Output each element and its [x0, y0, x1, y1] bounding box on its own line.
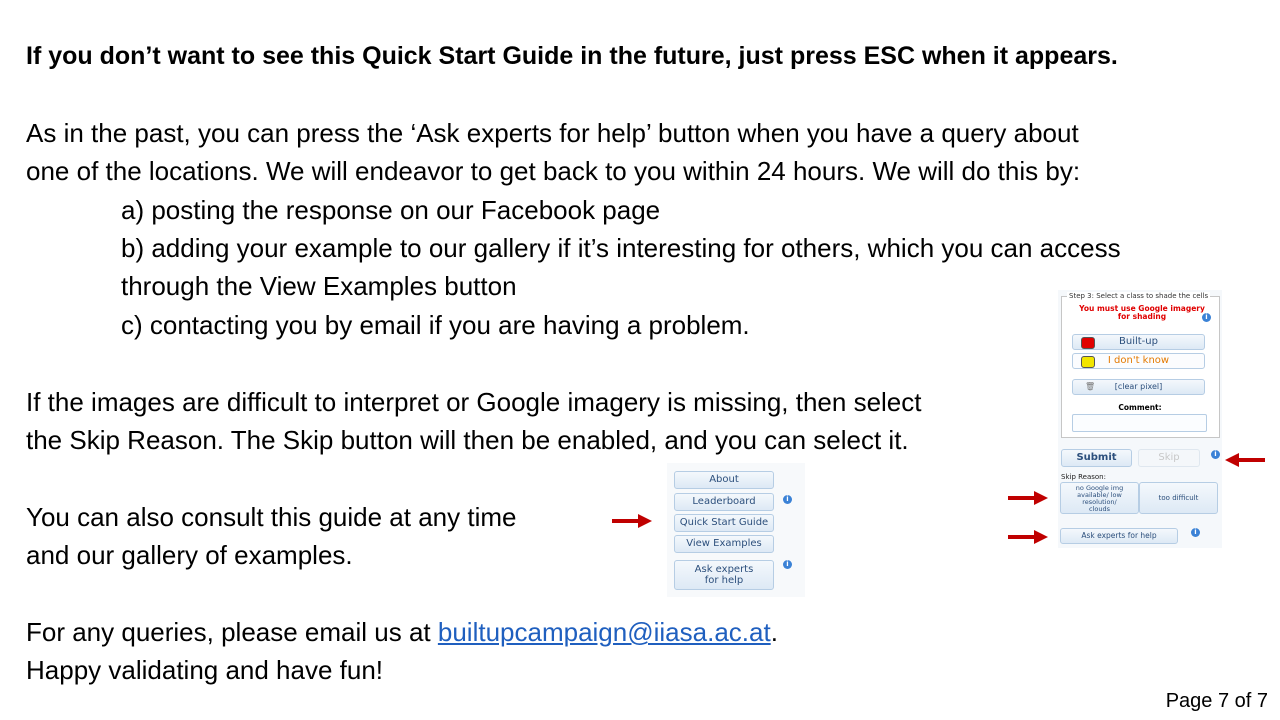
arrow-left-icon	[1225, 453, 1265, 467]
menu-panel	[667, 463, 805, 597]
clear-pixel-label: [clear pixel]	[1114, 382, 1163, 391]
list-item-a: a) posting the response on our Facebook page	[121, 195, 661, 225]
skip-reason-too-difficult[interactable]: too difficult	[1139, 482, 1218, 514]
skip-reason-label: Skip Reason:	[1061, 473, 1106, 481]
trash-icon: 🗑	[1085, 382, 1096, 391]
dont-know-swatch	[1081, 356, 1095, 368]
submit-button[interactable]: Submit	[1061, 449, 1132, 467]
page-number: Page 7 of 7	[1165, 690, 1268, 712]
view-examples-button[interactable]: View Examples	[674, 535, 774, 553]
step3-legend: Step 3: Select a class to shade the cells	[1069, 292, 1209, 300]
esc-notice: If you don’t want to see this Quick Start Guide in the future, just press ESC when it appears.	[26, 42, 1118, 70]
leaderboard-button[interactable]: Leaderboard	[674, 493, 774, 511]
closing-line: Happy validating and have fun!	[26, 655, 384, 685]
comment-input[interactable]	[1072, 414, 1207, 432]
info-icon[interactable]: i	[1202, 313, 1211, 322]
info-icon[interactable]: i	[783, 495, 792, 504]
info-icon[interactable]: i	[783, 560, 792, 569]
list-item-c: c) contacting you by email if you are having a problem.	[121, 310, 750, 340]
email-suffix: .	[770, 617, 778, 647]
quick-start-guide-button[interactable]: Quick Start Guide	[674, 514, 774, 532]
google-imagery-warning: You must use Google imagery for shading	[1079, 304, 1205, 321]
dont-know-label: I don't know	[1107, 355, 1170, 366]
email-link[interactable]: builtupcampaign@iiasa.ac.at	[437, 617, 771, 647]
skip-button[interactable]: Skip	[1138, 449, 1200, 467]
dont-know-button[interactable]	[1072, 353, 1205, 369]
clear-pixel-button[interactable]	[1072, 379, 1205, 395]
para3-line2: and our gallery of examples.	[26, 540, 353, 570]
built-up-swatch	[1081, 337, 1095, 349]
list-item-b-line2: through the View Examples button	[121, 271, 517, 301]
para1-line1: As in the past, you can press the ‘Ask experts for help’ button when you have a query about	[26, 118, 1079, 148]
about-button[interactable]: About	[674, 471, 774, 489]
ask-experts-button-2[interactable]: Ask experts for help	[1060, 528, 1178, 544]
para2-line2: the Skip Reason. The Skip button will then be enabled, and you can select it.	[26, 425, 909, 455]
built-up-label: Built-up	[1119, 336, 1158, 347]
para2-line1: If the images are difficult to interpret or Google imagery is missing, then select	[26, 387, 922, 417]
email-line	[26, 613, 778, 651]
built-up-button[interactable]	[1072, 334, 1205, 350]
list-item-b-line1: b) adding your example to our gallery if it’s interesting for others, which you can access	[121, 233, 1121, 263]
skip-reason-no-imagery[interactable]: no Google img available/ low resolution/ clouds	[1060, 482, 1139, 514]
arrow-right-icon	[1008, 491, 1048, 505]
email-prefix: For any queries, please email us at	[26, 617, 438, 647]
para1-line2: one of the locations. We will endeavor to get back to you within 24 hours. We will do this by:	[26, 156, 1081, 186]
arrow-right-icon	[1008, 530, 1048, 544]
info-icon[interactable]: i	[1211, 450, 1220, 459]
para3-line1: You can also consult this guide at any time	[26, 502, 517, 532]
shading-panel	[1058, 290, 1222, 548]
ask-experts-button[interactable]: Ask experts for help	[674, 560, 774, 590]
arrow-right-icon	[612, 514, 652, 528]
comment-label: Comment:	[1118, 403, 1162, 412]
info-icon[interactable]: i	[1191, 528, 1200, 537]
